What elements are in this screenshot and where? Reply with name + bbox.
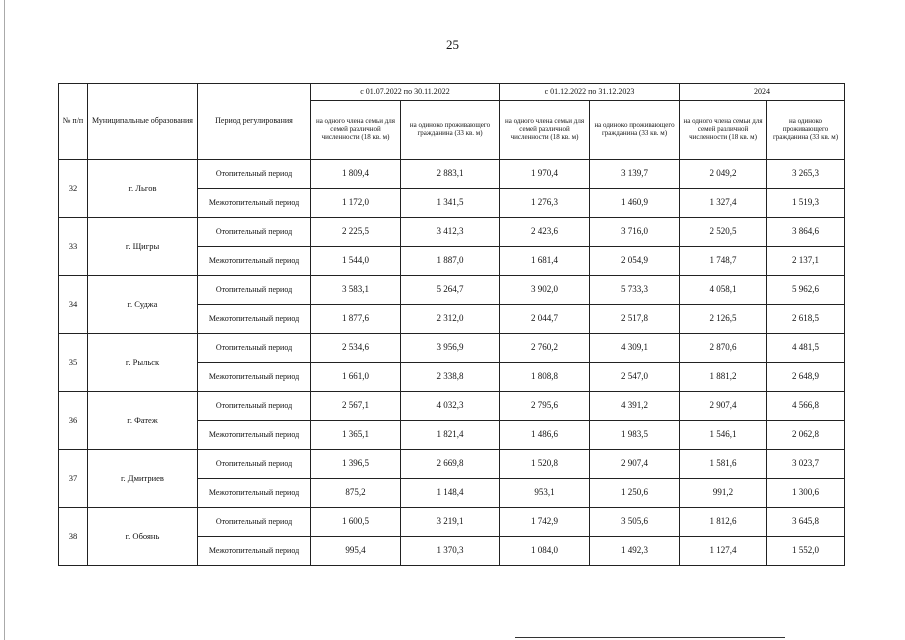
value-cell: 1 250,6 bbox=[590, 479, 680, 508]
value-cell: 875,2 bbox=[311, 479, 401, 508]
value-cell: 1 742,9 bbox=[500, 508, 590, 537]
value-cell: 1 808,8 bbox=[500, 363, 590, 392]
value-cell: 1 809,4 bbox=[311, 160, 401, 189]
value-cell: 1 600,5 bbox=[311, 508, 401, 537]
period-heating: Отопительный период bbox=[198, 160, 311, 189]
municipality-name: г. Щигры bbox=[88, 218, 198, 276]
value-cell: 1 341,5 bbox=[401, 189, 500, 218]
period-heating: Отопительный период bbox=[198, 276, 311, 305]
period-heating: Отопительный период bbox=[198, 218, 311, 247]
municipality-name: г. Рыльск bbox=[88, 334, 198, 392]
value-cell: 3 902,0 bbox=[500, 276, 590, 305]
header-row-groups bbox=[59, 84, 845, 101]
value-cell: 1 460,9 bbox=[590, 189, 680, 218]
value-cell: 1 370,3 bbox=[401, 537, 500, 566]
value-cell: 2 423,6 bbox=[500, 218, 590, 247]
value-cell: 3 265,3 bbox=[767, 160, 845, 189]
value-cell: 2 517,8 bbox=[590, 305, 680, 334]
value-cell: 5 264,7 bbox=[401, 276, 500, 305]
header-sub-single: на одиноко проживающего гражданина (33 кв. м) bbox=[401, 101, 500, 160]
value-cell: 2 795,6 bbox=[500, 392, 590, 421]
value-cell: 1 983,5 bbox=[590, 421, 680, 450]
value-cell: 1 148,4 bbox=[401, 479, 500, 508]
header-group-1: с 01.07.2022 по 30.11.2022 bbox=[311, 84, 500, 101]
value-cell: 4 566,8 bbox=[767, 392, 845, 421]
table-row bbox=[59, 160, 845, 189]
header-sub-single: на одиноко проживающего гражданина (33 кв. м) bbox=[767, 101, 845, 160]
period-heating: Отопительный период bbox=[198, 392, 311, 421]
value-cell: 2 618,5 bbox=[767, 305, 845, 334]
header-period: Период регулирования bbox=[198, 84, 311, 160]
value-cell: 2 883,1 bbox=[401, 160, 500, 189]
value-cell: 4 309,1 bbox=[590, 334, 680, 363]
period-heating: Отопительный период bbox=[198, 334, 311, 363]
table-row bbox=[59, 276, 845, 305]
row-number: 37 bbox=[59, 450, 88, 508]
value-cell: 2 044,7 bbox=[500, 305, 590, 334]
row-number: 36 bbox=[59, 392, 88, 450]
row-number: 38 bbox=[59, 508, 88, 566]
period-heating: Отопительный период bbox=[198, 450, 311, 479]
value-cell: 5 733,3 bbox=[590, 276, 680, 305]
period-heating: Отопительный период bbox=[198, 508, 311, 537]
value-cell: 2 137,1 bbox=[767, 247, 845, 276]
row-number: 35 bbox=[59, 334, 88, 392]
municipality-name: г. Дмитриев bbox=[88, 450, 198, 508]
table-row bbox=[59, 334, 845, 363]
value-cell: 3 956,9 bbox=[401, 334, 500, 363]
header-sub-family: на одного члена семьи для семей различной численности (18 кв. м) bbox=[680, 101, 767, 160]
value-cell: 2 062,8 bbox=[767, 421, 845, 450]
period-non-heating: Межотопительный период bbox=[198, 189, 311, 218]
value-cell: 1 084,0 bbox=[500, 537, 590, 566]
value-cell: 1 172,0 bbox=[311, 189, 401, 218]
scan-edge bbox=[4, 0, 5, 640]
value-cell: 2 054,9 bbox=[590, 247, 680, 276]
table-body bbox=[59, 160, 845, 566]
value-cell: 1 581,6 bbox=[680, 450, 767, 479]
value-cell: 1 544,0 bbox=[311, 247, 401, 276]
value-cell: 1 552,0 bbox=[767, 537, 845, 566]
header-sub-family: на одного члена семьи для семей различной численности (18 кв. м) bbox=[500, 101, 590, 160]
value-cell: 4 058,1 bbox=[680, 276, 767, 305]
value-cell: 1 127,4 bbox=[680, 537, 767, 566]
value-cell: 4 481,5 bbox=[767, 334, 845, 363]
value-cell: 2 870,6 bbox=[680, 334, 767, 363]
value-cell: 3 139,7 bbox=[590, 160, 680, 189]
value-cell: 1 365,1 bbox=[311, 421, 401, 450]
value-cell: 2 520,5 bbox=[680, 218, 767, 247]
value-cell: 2 547,0 bbox=[590, 363, 680, 392]
value-cell: 1 881,2 bbox=[680, 363, 767, 392]
value-cell: 1 970,4 bbox=[500, 160, 590, 189]
value-cell: 3 505,6 bbox=[590, 508, 680, 537]
value-cell: 1 812,6 bbox=[680, 508, 767, 537]
value-cell: 1 821,4 bbox=[401, 421, 500, 450]
row-number: 33 bbox=[59, 218, 88, 276]
row-number: 32 bbox=[59, 160, 88, 218]
header-sub-family: на одного члена семьи для семей различной численности (18 кв. м) bbox=[311, 101, 401, 160]
period-non-heating: Межотопительный период bbox=[198, 479, 311, 508]
row-number: 34 bbox=[59, 276, 88, 334]
value-cell: 1 681,4 bbox=[500, 247, 590, 276]
period-non-heating: Межотопительный период bbox=[198, 305, 311, 334]
municipality-name: г. Обоянь bbox=[88, 508, 198, 566]
municipality-name: г. Фатеж bbox=[88, 392, 198, 450]
value-cell: 1 276,3 bbox=[500, 189, 590, 218]
value-cell: 1 519,3 bbox=[767, 189, 845, 218]
value-cell: 3 412,3 bbox=[401, 218, 500, 247]
value-cell: 2 648,9 bbox=[767, 363, 845, 392]
header-sub-single: на одиноко проживающего гражданина (33 кв. м) bbox=[590, 101, 680, 160]
value-cell: 2 126,5 bbox=[680, 305, 767, 334]
value-cell: 2 049,2 bbox=[680, 160, 767, 189]
value-cell: 2 225,5 bbox=[311, 218, 401, 247]
value-cell: 3 716,0 bbox=[590, 218, 680, 247]
period-non-heating: Межотопительный период bbox=[198, 247, 311, 276]
value-cell: 1 486,6 bbox=[500, 421, 590, 450]
value-cell: 2 567,1 bbox=[311, 392, 401, 421]
value-cell: 3 645,8 bbox=[767, 508, 845, 537]
value-cell: 1 300,6 bbox=[767, 479, 845, 508]
value-cell: 991,2 bbox=[680, 479, 767, 508]
value-cell: 1 877,6 bbox=[311, 305, 401, 334]
municipality-name: г. Льгов bbox=[88, 160, 198, 218]
value-cell: 995,4 bbox=[311, 537, 401, 566]
value-cell: 3 023,7 bbox=[767, 450, 845, 479]
value-cell: 1 546,1 bbox=[680, 421, 767, 450]
value-cell: 953,1 bbox=[500, 479, 590, 508]
value-cell: 2 534,6 bbox=[311, 334, 401, 363]
value-cell: 2 760,2 bbox=[500, 334, 590, 363]
header-municipality: Муниципальные образования bbox=[88, 84, 198, 160]
value-cell: 2 338,8 bbox=[401, 363, 500, 392]
table-row bbox=[59, 450, 845, 479]
table-row bbox=[59, 218, 845, 247]
period-non-heating: Межотопительный период bbox=[198, 537, 311, 566]
page-number: 25 bbox=[446, 37, 459, 52]
value-cell: 1 492,3 bbox=[590, 537, 680, 566]
value-cell: 3 864,6 bbox=[767, 218, 845, 247]
tariff-table bbox=[58, 83, 845, 566]
value-cell: 3 219,1 bbox=[401, 508, 500, 537]
value-cell: 1 748,7 bbox=[680, 247, 767, 276]
table-row bbox=[59, 508, 845, 537]
value-cell: 1 520,8 bbox=[500, 450, 590, 479]
value-cell: 2 312,0 bbox=[401, 305, 500, 334]
value-cell: 1 396,5 bbox=[311, 450, 401, 479]
period-non-heating: Межотопительный период bbox=[198, 363, 311, 392]
header-num: № п/п bbox=[59, 84, 88, 160]
value-cell: 3 583,1 bbox=[311, 276, 401, 305]
value-cell: 2 907,4 bbox=[680, 392, 767, 421]
value-cell: 5 962,6 bbox=[767, 276, 845, 305]
value-cell: 4 391,2 bbox=[590, 392, 680, 421]
value-cell: 1 887,0 bbox=[401, 247, 500, 276]
value-cell: 4 032,3 bbox=[401, 392, 500, 421]
header-group-3: 2024 bbox=[680, 84, 845, 101]
period-non-heating: Межотопительный период bbox=[198, 421, 311, 450]
value-cell: 1 327,4 bbox=[680, 189, 767, 218]
table-row bbox=[59, 392, 845, 421]
municipality-name: г. Суджа bbox=[88, 276, 198, 334]
header-group-2: с 01.12.2022 по 31.12.2023 bbox=[500, 84, 680, 101]
scan-artifact-line bbox=[515, 637, 785, 638]
value-cell: 1 661,0 bbox=[311, 363, 401, 392]
value-cell: 2 907,4 bbox=[590, 450, 680, 479]
value-cell: 2 669,8 bbox=[401, 450, 500, 479]
